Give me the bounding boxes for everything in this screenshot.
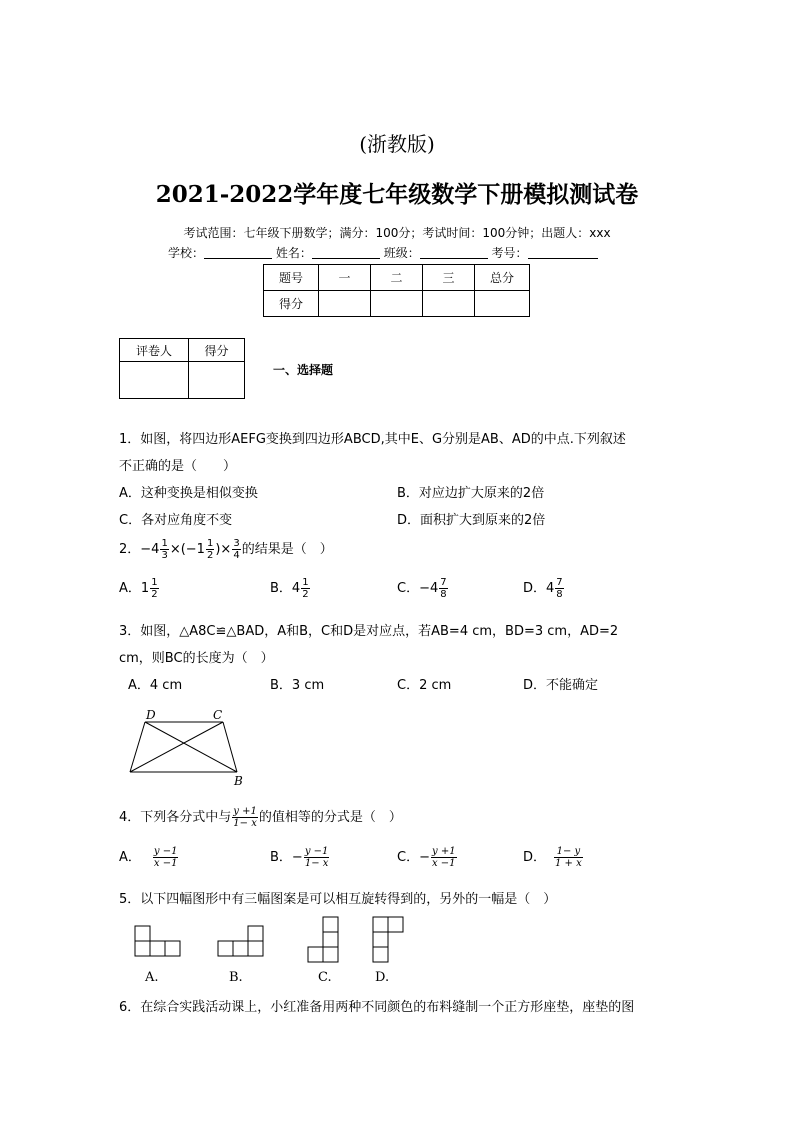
section-title: 一、选择题 (273, 363, 334, 377)
score-header-cell: 一 (319, 265, 371, 291)
q3-label-b: B (234, 774, 243, 788)
q1-option-b[interactable]: B．对应边扩大原来的2倍 (397, 486, 545, 501)
q4-suffix: 的值相等的分式是（ ） (258, 810, 402, 825)
q2-option-d[interactable]: D．4 $\frac{7}{8}$ (523, 577, 563, 600)
name-blank[interactable] (312, 246, 380, 259)
q1-stem-line1: 1．如图，将四边形AEFG变换到四边形ABCD,其中E、G分别是AB、AD的中点.下列叙述 (119, 432, 626, 447)
exam-number-label: 考号： (491, 246, 528, 260)
q3-label-d: D (146, 708, 156, 722)
q2-option-c[interactable]: C．−4 $\frac{7}{8}$ (397, 577, 447, 600)
q5-label-c: C. (318, 970, 332, 985)
score-header-cell: 总分 (475, 265, 530, 291)
q5-figure-d (373, 917, 403, 962)
grader-score-cell[interactable] (189, 362, 245, 399)
q5-figures (125, 912, 415, 987)
q2-stem (119, 538, 333, 561)
q3-stem-line1: 3．如图，△A8C≌△BAD，A和B，C和D是对应点，若AB=4 cm，BD=3 cm，AD=2 (119, 624, 619, 639)
q1-option-a[interactable]: A．这种变换是相似变换 (119, 486, 258, 501)
q3-option-d[interactable]: D．不能确定 (523, 678, 599, 693)
q3-label-c: C (213, 708, 223, 722)
score-cell[interactable] (371, 291, 423, 317)
grader-header: 评卷人 (120, 339, 189, 362)
class-blank[interactable] (420, 246, 488, 259)
score-row-label: 得分 (264, 291, 319, 317)
q3-figure (120, 705, 260, 790)
exam-number-blank[interactable] (528, 246, 598, 259)
q4-prefix: 4．下列各分式中与 (119, 810, 232, 825)
score-cell[interactable] (423, 291, 475, 317)
exam-title: 2021-2022学年度七年级数学下册模拟测试卷 (155, 181, 639, 208)
q5-label-d: D. (375, 970, 390, 985)
score-header-cell: 题号 (264, 265, 319, 291)
grader-score-header: 得分 (189, 339, 245, 362)
q5-figure-a (135, 926, 180, 956)
score-cell[interactable] (475, 291, 530, 317)
q1-option-c[interactable]: C．各对应角度不变 (119, 513, 233, 528)
score-cell[interactable] (319, 291, 371, 317)
q5-stem: 5．以下四幅图形中有三幅图案是可以相互旋转得到的，另外的一幅是（ ） (119, 892, 557, 907)
q5-figure-c (308, 917, 338, 962)
q2-option-b[interactable]: B．4 $\frac{1}{2}$ (270, 577, 309, 600)
q4-option-d[interactable]: D． $\frac{1- y}{1 + x}$ (523, 846, 582, 869)
exam-meta: 考试范围：七年级下册数学；满分：100分；考试时间：100分钟；出题人：xxx (183, 226, 611, 240)
q2-option-a[interactable]: A．1 $\frac{1}{2}$ (119, 577, 158, 600)
q1-stem-line2: 不正确的是（ ） (119, 459, 237, 474)
q3-option-b[interactable]: B．3 cm (270, 678, 325, 693)
q4-option-a[interactable]: A． $\frac{y -1}{x -1}$ (119, 846, 178, 869)
q2-prefix: 2． (119, 542, 141, 557)
score-header-cell: 二 (371, 265, 423, 291)
class-label: 班级： (383, 246, 420, 260)
q3-option-a[interactable]: A．4 cm (128, 678, 183, 693)
grader-table (119, 338, 245, 399)
q4-option-b[interactable]: B．− $\frac{y -1}{1- x}$ (270, 846, 329, 869)
q5-label-a: A. (145, 970, 159, 985)
q1-option-d[interactable]: D．面积扩大到原来的2倍 (397, 513, 546, 528)
grader-cell[interactable] (120, 362, 189, 399)
q5-label-b: B. (229, 970, 243, 985)
q6-stem: 6．在综合实践活动课上，小红准备用两种不同颜色的布料缝制一个正方形座垫，座垫的图 (119, 1000, 635, 1015)
q3-option-c[interactable]: C．2 cm (397, 678, 452, 693)
q4-option-c[interactable]: C．− $\frac{y +1}{x -1}$ (397, 846, 456, 869)
q2-suffix: 的结果是（ ） (241, 542, 333, 557)
q5-figure-b (218, 926, 263, 956)
school-blank[interactable] (204, 246, 272, 259)
name-label: 姓名： (275, 246, 312, 260)
score-header-cell: 三 (423, 265, 475, 291)
school-label: 学校： (168, 246, 205, 260)
score-table (263, 264, 530, 317)
edition-label: (浙教版) (359, 132, 435, 156)
q2-expression: −4 $\frac{1}{3}$ ×(−1 $\frac{1}{2}$ )× $\frac{3}{4}$ (140, 538, 240, 561)
q4-stem (119, 806, 402, 829)
student-info-fields (168, 244, 598, 261)
q3-stem-line2: cm，则BC的长度为（ ） (119, 651, 274, 666)
q4-fraction: $\frac{y +1}{1- x}$ (233, 806, 257, 829)
